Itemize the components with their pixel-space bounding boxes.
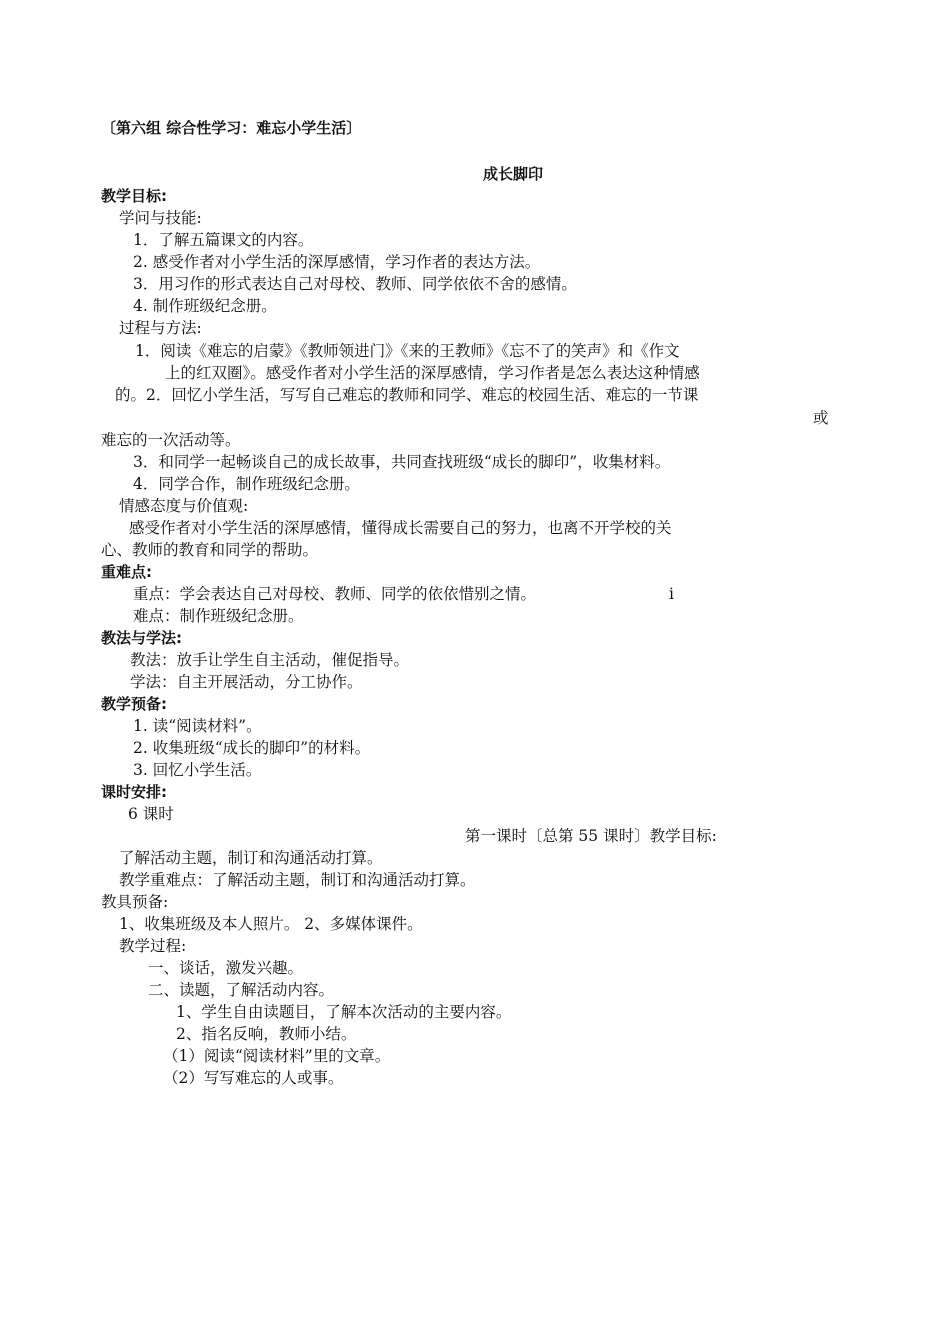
step-2-2-1: （1）阅读“阅读材料”里的文章。	[163, 1047, 391, 1065]
preparation-item-1: 1. 读“阅读材料”。	[133, 717, 262, 735]
process-label: 过程与方法:	[119, 319, 202, 337]
process-line-2: 上的红双圈》。感受作者对小学生活的深厚感情，学习作者是怎么表达这种情感	[165, 364, 700, 382]
learn-method: 学法：自主开展活动，分工协作。	[130, 673, 363, 691]
step-1: 一、谈话，激发兴趣。	[148, 959, 304, 977]
knowledge-label: 学问与技能:	[119, 209, 202, 227]
knowledge-item-1: 1．了解五篇课文的内容。	[133, 231, 314, 249]
step-2-2: 2、指名反响，教师小结。	[176, 1025, 357, 1043]
teach-method: 教法：放手让学生自主活动，催促指导。	[130, 651, 410, 669]
goals-heading: 教学目标:	[101, 187, 167, 205]
knowledge-item-4: 4. 制作班级纪念册。	[133, 297, 277, 315]
knowledge-item-2: 2. 感受作者对小学生活的深厚感情，学习作者的表达方法。	[133, 253, 541, 271]
step-2: 二、读题，了解活动内容。	[148, 981, 335, 999]
key-points-heading: 重难点:	[101, 563, 152, 581]
lesson-header: 第一课时〔总第 55 课时〕教学目标:	[465, 827, 717, 845]
knowledge-item-3: 3．用习作的形式表达自己对母校、教师、同学依依不舍的感情。	[133, 275, 577, 293]
process-line-7: 4．同学合作，制作班级纪念册。	[133, 475, 360, 493]
process-line-3: 的。2．回忆小学生活，写写自己难忘的教师和同学、难忘的校园生活、难忘的一节课	[115, 386, 699, 404]
process-line-1: 1．阅读《难忘的启蒙》《教师领进门》《来的王教师》《忘不了的笑声》和《作文	[135, 342, 680, 360]
lesson-key-points: 教学重难点：了解活动主题，制订和沟通活动打算。	[119, 871, 476, 889]
step-2-1: 1、学生自由读题目，了解本次活动的主要内容。	[176, 1003, 512, 1021]
difficulty-line: 难点：制作班级纪念册。	[133, 607, 304, 625]
emotion-line-2: 心、教师的教育和同学的帮助。	[101, 541, 319, 559]
tools-label: 教具预备:	[101, 893, 169, 911]
process-line-4: 或	[813, 409, 829, 427]
step-2-2-2: （2）写写难忘的人或事。	[163, 1069, 344, 1087]
process-line-6: 3．和同学一起畅谈自己的成长故事，共同查找班级“成长的脚印”，收集材料。	[133, 453, 671, 471]
schedule-heading: 课时安排:	[101, 783, 167, 801]
emotion-label: 情感态度与价值观:	[119, 497, 249, 515]
group-title: 〔第六组 综合性学习：难忘小学生活〕	[101, 119, 362, 137]
schedule-value: 6 课时	[128, 805, 174, 823]
stray-mark: i	[669, 585, 674, 603]
tools-line: 1、收集班级及本人照片。 2、多媒体课件。	[119, 915, 423, 933]
emotion-line-1: 感受作者对小学生活的深厚感情，懂得成长需要自己的努力，也离不开学校的关	[129, 519, 672, 537]
preparation-item-3: 3. 回忆小学生活。	[133, 761, 262, 779]
methods-heading: 教法与学法:	[101, 629, 182, 647]
teaching-process-label: 教学过程:	[119, 937, 187, 955]
lesson-goal: 了解活动主题，制订和沟通活动打算。	[119, 849, 383, 867]
preparation-heading: 教学预备:	[101, 695, 167, 713]
page-title: 成长脚印	[483, 165, 544, 183]
process-line-5: 难忘的一次活动等。	[101, 431, 241, 449]
focus-line: 重点：学会表达自己对母校、教师、同学的依依惜别之情。	[133, 585, 537, 603]
preparation-item-2: 2. 收集班级“成长的脚印”的材料。	[133, 739, 371, 757]
